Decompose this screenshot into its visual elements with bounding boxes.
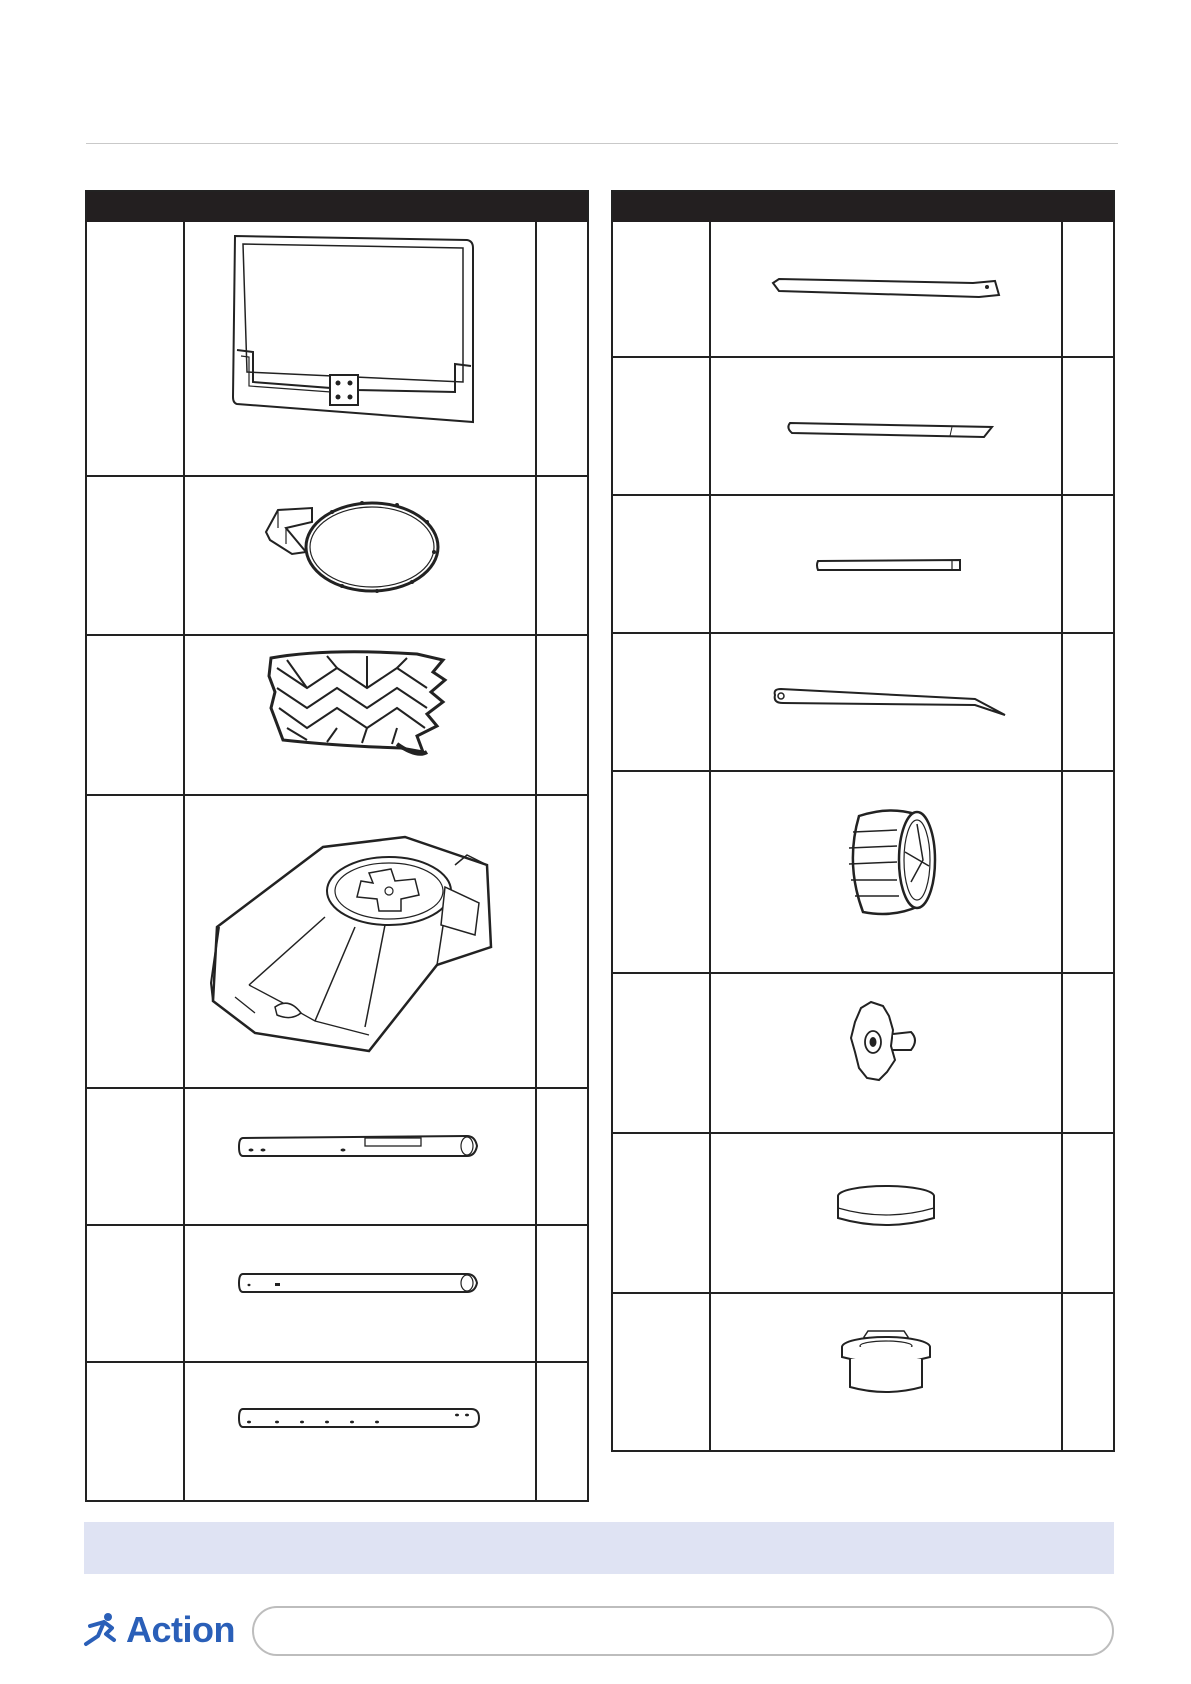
- brace-icon: [786, 417, 996, 439]
- action-logo: [82, 1608, 252, 1652]
- column-divider: [535, 222, 537, 1500]
- row-divider: [87, 475, 587, 477]
- row-divider: [87, 634, 587, 636]
- table-header-bar: [87, 192, 587, 222]
- parts-table-right: [611, 190, 1115, 1452]
- column-divider: [1061, 222, 1063, 1450]
- net-icon: [267, 648, 447, 760]
- row-divider: [613, 494, 1113, 496]
- pole-tube-icon: [239, 1132, 479, 1160]
- runner-icon: [82, 1610, 122, 1650]
- base-icon: [205, 807, 495, 1057]
- pole-tube-icon: [239, 1405, 479, 1431]
- row-divider: [613, 1292, 1113, 1294]
- row-divider: [613, 632, 1113, 634]
- rim-icon: [262, 492, 442, 602]
- row-divider: [87, 794, 587, 796]
- column-divider: [709, 222, 711, 1450]
- row-divider: [613, 972, 1113, 974]
- backboard-icon: [227, 232, 477, 432]
- info-banner: [84, 1522, 1114, 1574]
- support-arm-icon: [771, 687, 1007, 719]
- plug-icon: [838, 1327, 934, 1397]
- knob-icon: [849, 1000, 923, 1084]
- table-header-bar: [613, 192, 1113, 222]
- cap-icon: [834, 1182, 938, 1232]
- column-divider: [183, 222, 185, 1500]
- header-divider: [86, 143, 1118, 144]
- logo-text: Action: [126, 1609, 235, 1650]
- row-divider: [613, 356, 1113, 358]
- row-divider: [87, 1087, 587, 1089]
- wheel-icon: [839, 802, 939, 922]
- parts-table-left: [85, 190, 589, 1502]
- pole-tube-icon: [239, 1270, 479, 1296]
- row-divider: [87, 1361, 587, 1363]
- brace-icon: [771, 277, 1001, 301]
- footer-pill-box: [252, 1606, 1114, 1656]
- row-divider: [613, 1132, 1113, 1134]
- rod-icon: [816, 557, 962, 573]
- row-divider: [87, 1224, 587, 1226]
- row-divider: [613, 770, 1113, 772]
